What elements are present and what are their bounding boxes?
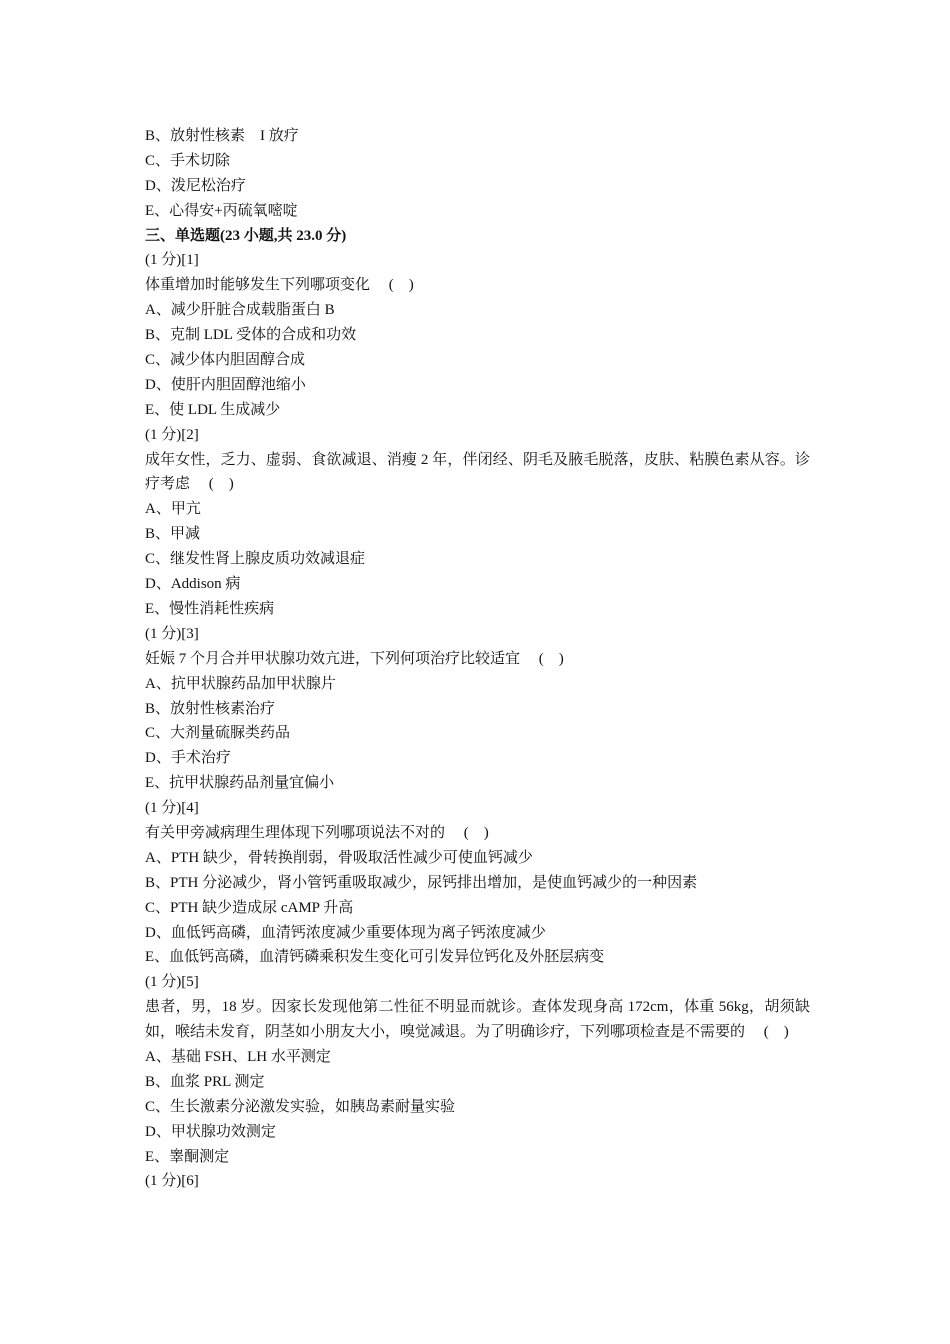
- option-e: E、心得安+丙硫氧嘧啶: [145, 202, 298, 219]
- option-e: E、睾酮测定: [145, 1148, 230, 1165]
- question-stem: 体重增加时能够发生下列哪项变化 ( ): [145, 277, 414, 294]
- option-b: B、放射性核素 I 放疗: [145, 128, 299, 144]
- question-score: (1 分)[6]: [145, 1173, 199, 1190]
- question-score: (1 分)[4]: [145, 800, 199, 817]
- question-score: (1 分)[2]: [145, 426, 199, 443]
- option-e: E、血低钙高磷，血清钙磷乘积发生变化可引发异位钙化及外胚层病变: [145, 949, 605, 966]
- section-title: 三、单选题(23 小题,共 23.0 分): [145, 227, 347, 244]
- question-score: (1 分)[5]: [145, 974, 199, 991]
- option-b: B、放射性核素治疗: [145, 700, 276, 717]
- option-c: C、大剂量硫脲类药品: [145, 725, 291, 742]
- option-a: A、抗甲状腺药品加甲状腺片: [145, 675, 336, 692]
- option-c: C、PTH 缺少造成尿 cAMP 升高: [145, 899, 354, 916]
- option-c: C、减少体内胆固醇合成: [145, 352, 306, 369]
- option-d: D、泼尼松治疗: [145, 177, 246, 194]
- option-e: E、慢性消耗性疾病: [145, 600, 275, 617]
- option-d: D、甲状腺功效测定: [145, 1123, 276, 1140]
- option-a: A、PTH 缺少，骨转换削弱，骨吸取活性减少可使血钙减少: [145, 849, 533, 866]
- option-a: A、甲亢: [145, 501, 201, 518]
- option-a: A、基础 FSH、LH 水平测定: [145, 1049, 331, 1066]
- question-stem: 成年女性，乏力、虚弱、食欲减退、消瘦 2 年，伴闭经、阴毛及腋毛脱落，皮肤、粘膜色素从容。诊疗考虑 ( ): [145, 451, 810, 493]
- option-c: C、继发性肾上腺皮质功效减退症: [145, 551, 366, 568]
- option-d: D、使肝内胆固醇池缩小: [145, 376, 306, 393]
- option-b: B、血浆 PRL 测定: [145, 1073, 265, 1090]
- option-e: E、抗甲状腺药品剂量宜偏小: [145, 775, 335, 792]
- option-c: C、生长激素分泌激发实验，如胰岛素耐量实验: [145, 1098, 456, 1115]
- document-page: [145, 124, 810, 1194]
- option-a: A、减少肝脏合成载脂蛋白 B: [145, 302, 335, 319]
- question-stem: 患者，男，18 岁。因家长发现他第二性征不明显而就诊。查体发现身高 172cm，体重 56kg，胡须缺如，喉结未发育，阴茎如小朋友大小，嗅觉减退。为了明确诊疗，下列哪项检查是不需要的 ( ): [145, 999, 810, 1041]
- option-d: D、血低钙高磷，血清钙浓度减少重要体现为离子钙浓度减少: [145, 924, 546, 941]
- option-c: C、手术切除: [145, 152, 231, 169]
- question-stem: 妊娠 7 个月合并甲状腺功效亢进，下列何项治疗比较适宜 ( ): [145, 650, 564, 667]
- option-d: D、Addison 病: [145, 576, 241, 593]
- question-score: (1 分)[3]: [145, 625, 199, 642]
- option-d: D、手术治疗: [145, 750, 231, 767]
- option-e: E、使 LDL 生成减少: [145, 401, 281, 418]
- question-score: (1 分)[1]: [145, 252, 199, 269]
- option-b: B、克制 LDL 受体的合成和功效: [145, 327, 357, 344]
- question-stem: 有关甲旁减病理生理体现下列哪项说法不对的 ( ): [145, 824, 489, 841]
- option-b: B、PTH 分泌减少，肾小管钙重吸取减少，尿钙排出增加，是使血钙减少的一种因素: [145, 874, 698, 891]
- option-b: B、甲减: [145, 526, 201, 543]
